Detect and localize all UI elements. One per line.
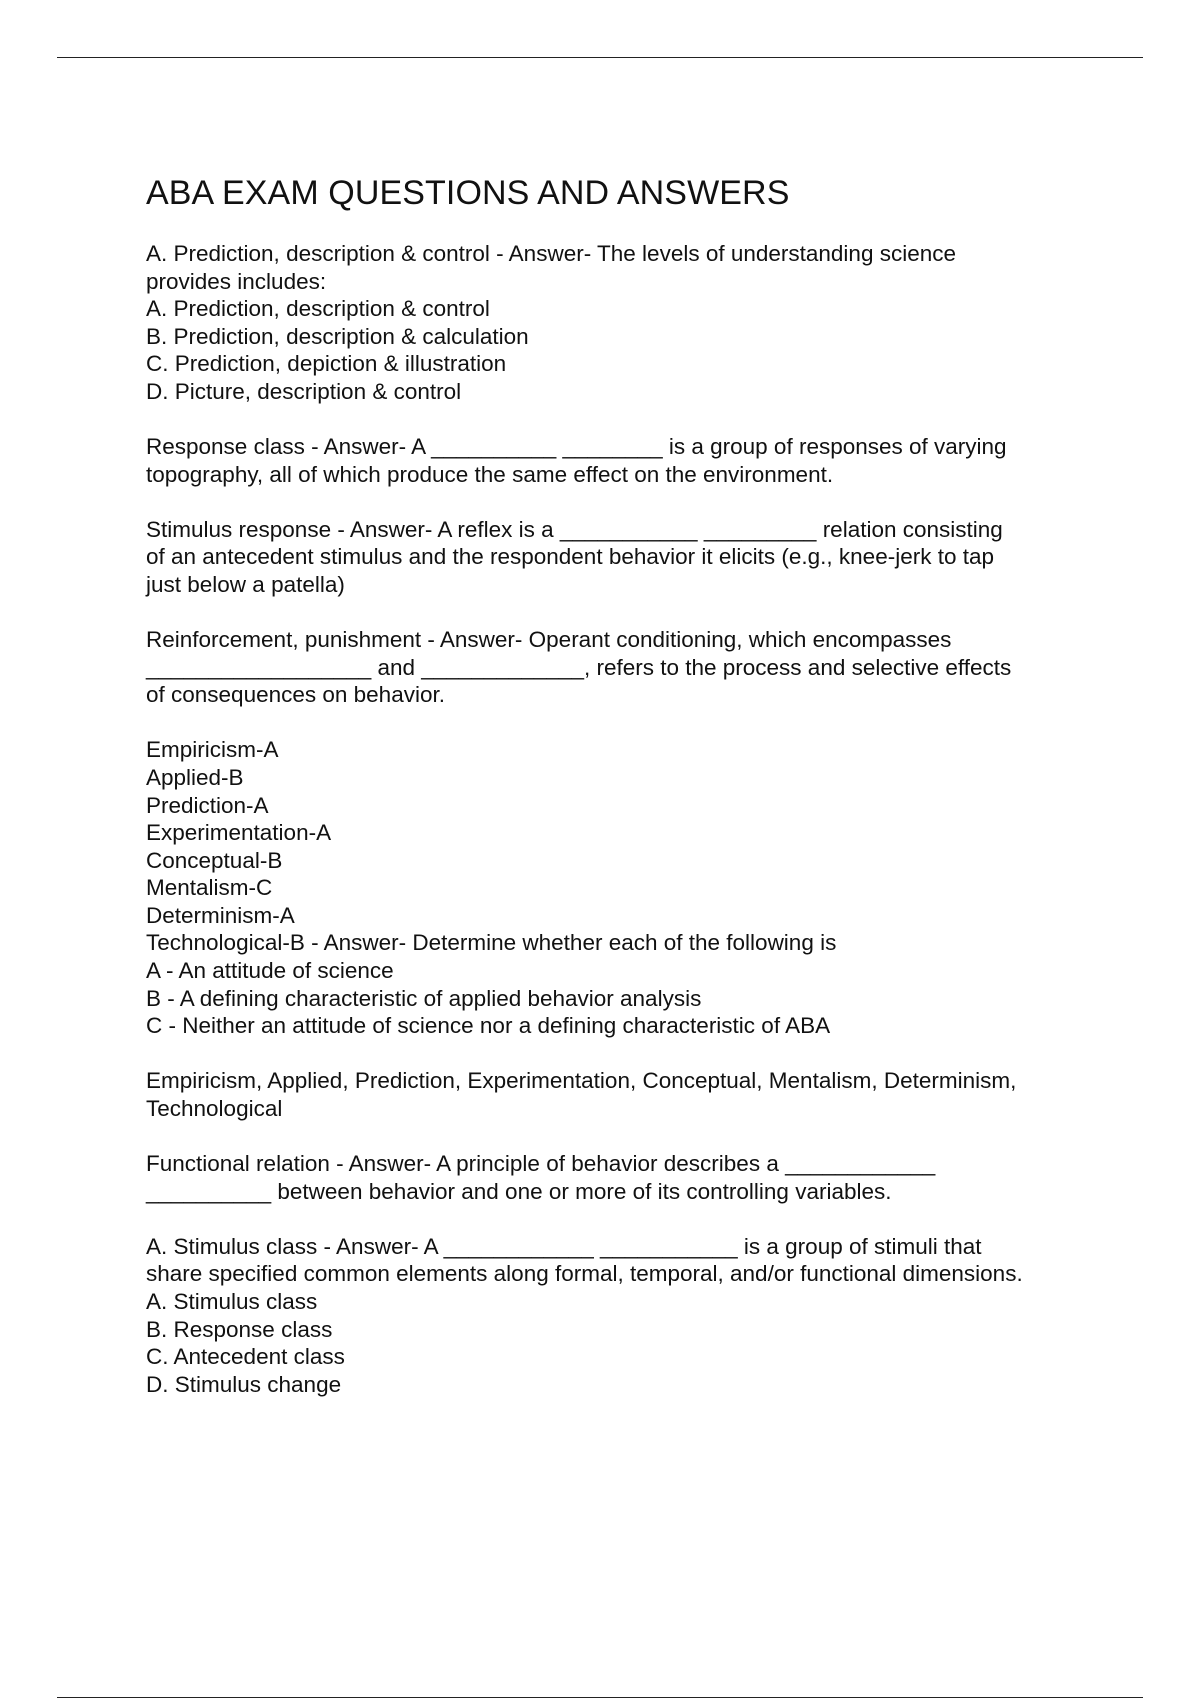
qa-block-response-class xyxy=(146,433,1106,488)
qa-option: C - Neither an attitude of science nor a defining characteristic of ABA xyxy=(146,1013,831,1039)
qa-block-reinforcement xyxy=(146,626,1106,709)
qa-option: C. Antecedent class xyxy=(146,1344,345,1370)
qa-line: Prediction-A xyxy=(146,792,269,818)
qa-option: A. Prediction, description & control xyxy=(146,296,490,322)
document-body xyxy=(146,172,1106,1426)
qa-block-stimulus-class xyxy=(146,1233,1106,1399)
qa-line: A. Stimulus class - Answer- A ____________ ___________ is a group of stimuli that xyxy=(146,1233,982,1259)
qa-line: Reinforcement, punishment - Answer- Operant conditioning, which encompasses xyxy=(146,627,952,653)
qa-line: Empiricism-A xyxy=(146,737,279,763)
qa-option: B - A defining characteristic of applied behavior analysis xyxy=(146,985,702,1011)
qa-line: Technological xyxy=(146,1095,283,1121)
qa-option: B. Response class xyxy=(146,1316,333,1342)
qa-line: of an antecedent stimulus and the respondent behavior it elicits (e.g., knee-jerk to tap xyxy=(146,544,995,570)
qa-line: Conceptual-B xyxy=(146,847,283,873)
qa-line: Determinism-A xyxy=(146,902,295,928)
qa-line: Technological-B - Answer- Determine whether each of the following is xyxy=(146,930,837,956)
qa-line: just below a patella) xyxy=(146,571,345,597)
qa-line: __________________ and _____________, refers to the process and selective effects xyxy=(146,654,1012,680)
qa-block-attitudes-list xyxy=(146,1067,1106,1122)
footer-rule xyxy=(57,1697,1143,1698)
qa-line: Experimentation-A xyxy=(146,820,332,846)
qa-line: share specified common elements along formal, temporal, and/or functional dimensions. xyxy=(146,1261,1023,1287)
header-rule xyxy=(57,57,1143,58)
qa-block-stimulus-response xyxy=(146,516,1106,599)
qa-line: Mentalism-C xyxy=(146,875,273,901)
qa-line: Stimulus response - Answer- A reflex is a ___________ _________ relation consisting xyxy=(146,516,1003,542)
qa-block-attitudes xyxy=(146,736,1106,1040)
qa-option: D. Stimulus change xyxy=(146,1371,342,1397)
qa-line: of consequences on behavior. xyxy=(146,682,445,708)
qa-line: __________ between behavior and one or more of its controlling variables. xyxy=(146,1178,892,1204)
qa-block-functional-relation xyxy=(146,1150,1106,1205)
qa-option: C. Prediction, depiction & illustration xyxy=(146,351,507,377)
qa-option: B. Prediction, description & calculation xyxy=(146,323,529,349)
qa-option: A - An attitude of science xyxy=(146,958,394,984)
qa-line: topography, all of which produce the same effect on the environment. xyxy=(146,461,834,487)
qa-line: Functional relation - Answer- A principle of behavior describes a ____________ xyxy=(146,1151,936,1177)
qa-line: Response class - Answer- A __________ ________ is a group of responses of varying xyxy=(146,434,1007,460)
qa-option: D. Picture, description & control xyxy=(146,378,462,404)
qa-line: Applied-B xyxy=(146,764,244,790)
qa-line: provides includes: xyxy=(146,268,327,294)
document-title: ABA EXAM QUESTIONS AND ANSWERS xyxy=(146,174,790,212)
qa-block-prediction xyxy=(146,240,1106,406)
qa-line: Empiricism, Applied, Prediction, Experimentation, Conceptual, Mentalism, Determinism, xyxy=(146,1068,1017,1094)
qa-line: A. Prediction, description & control - Answer- The levels of understanding science xyxy=(146,241,956,266)
qa-option: A. Stimulus class xyxy=(146,1288,318,1314)
